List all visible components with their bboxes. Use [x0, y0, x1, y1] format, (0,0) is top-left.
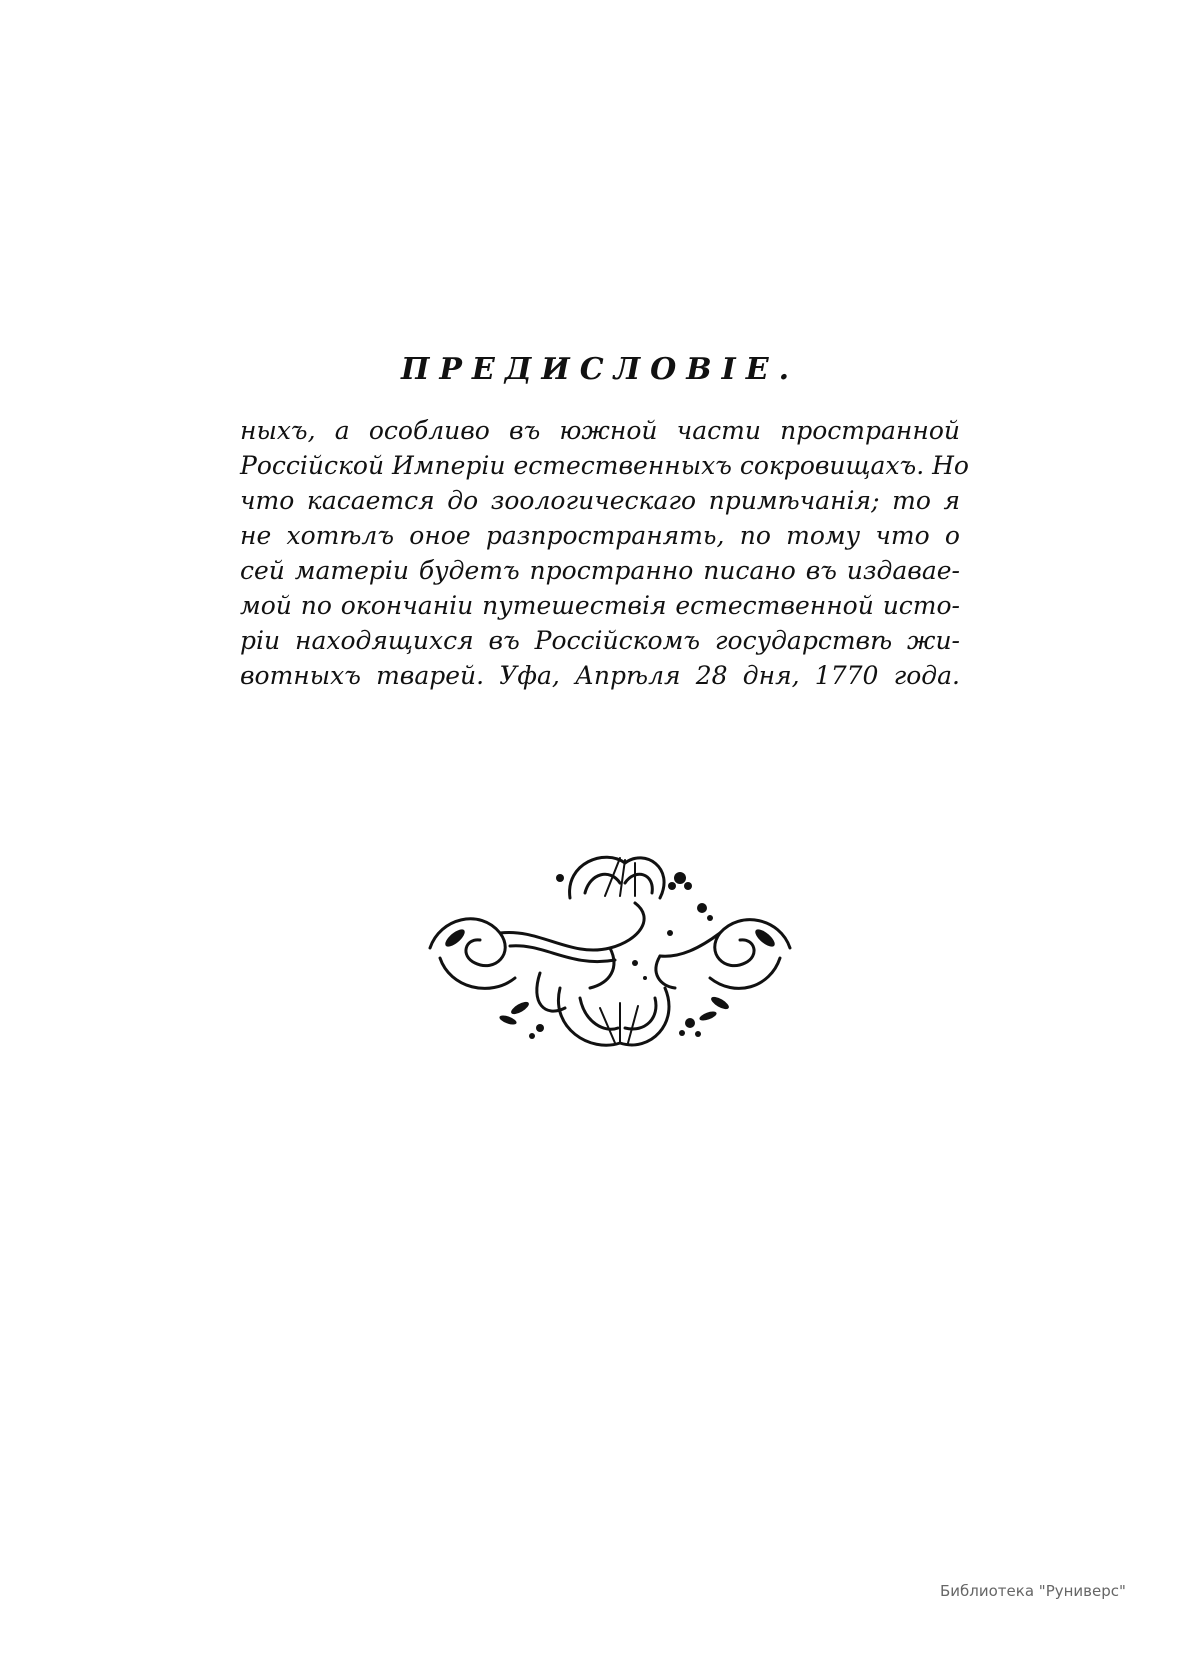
body-paragraph: [240, 413, 969, 693]
text-line: сей матеріи будетъ пространно писано въ издавае-: [240, 556, 960, 585]
text-line: не хотѣлъ оное разпространять, по тому что о: [240, 521, 960, 550]
page-heading: ПРЕДИСЛОВІЕ.: [400, 352, 800, 387]
text-line: вотныхъ тварей. Уфа, Апрѣля 28 дня, 1770 года.: [240, 661, 960, 690]
text-line: Россійской Имперіи естественныхъ сокровищахъ. Но: [240, 451, 969, 480]
floral-vignette-icon: [420, 838, 800, 1078]
text-line: ріи находящихся въ Россійскомъ государствѣ жи-: [240, 626, 960, 655]
text-line: что касается до зоологическаго примѣчанія; то я: [240, 486, 960, 515]
library-credit: Библиотека "Руниверс": [940, 1582, 1126, 1600]
text-line: мой по окончаніи путешествія естественной исто-: [240, 591, 960, 620]
text-line: ныхъ, а особливо въ южной части пространной: [240, 416, 960, 445]
